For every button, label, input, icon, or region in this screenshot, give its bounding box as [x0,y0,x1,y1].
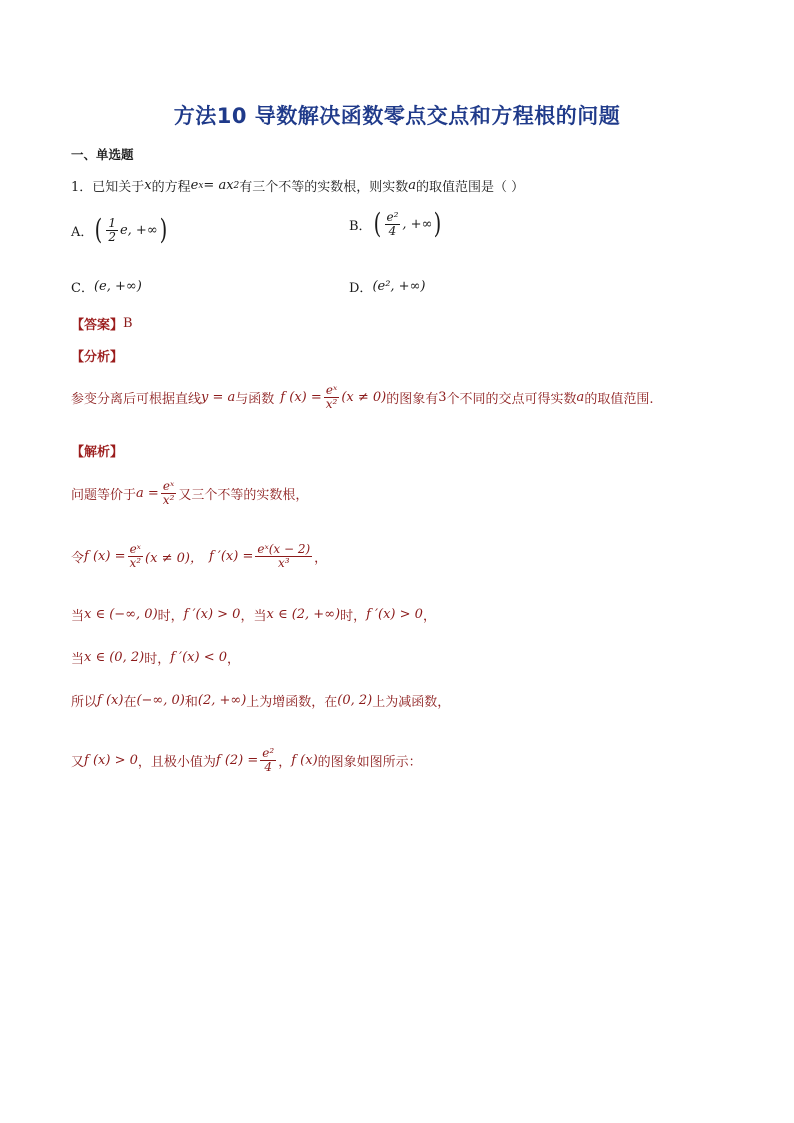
s2-den2: x³ [277,555,290,570]
question-text [71,176,524,195]
page-title: 方法10 导数解决函数零点交点和方程根的问题 [173,104,621,128]
analysis-text [71,384,653,410]
s3-t3: ，当 [240,609,267,624]
s6-c: f (x) > 0 [84,752,138,768]
s5-i2: (2, +∞) [197,693,247,708]
s2-f: f (x) = [84,548,126,564]
s1-fraction [161,480,177,506]
s2-num: eˣ [129,542,141,556]
option-b-rest: , +∞ [402,216,433,232]
solution-line-4 [71,648,240,667]
option-a [71,213,169,246]
option-d [349,277,425,296]
s1-t1: 问题等价于 [71,487,137,503]
solution-tag: 【解析】 [71,445,124,460]
s4-c: f ′(x) < 0 [170,650,228,665]
s5-t2: 在 [123,695,137,710]
analysis-t2: 与函数 [235,391,275,407]
q-eq-rhs: = ax [203,178,234,193]
s2-t1: 令 [71,550,85,566]
option-a-label: A． [71,224,94,240]
paren-close: ) [434,207,442,240]
q-mid1: 的方程 [151,180,191,195]
option-b-label: B． [349,218,372,234]
analysis-den: x² [325,396,338,411]
s6-f: f (x) [291,752,318,768]
s1-den: x² [162,492,175,507]
s5-i3: (0, 2) [337,693,373,708]
solution-line-2 [71,543,327,569]
solution-line-6 [71,747,422,773]
answer-tag: 【答案】 [71,318,124,333]
s4-t2: 时， [144,652,171,667]
paren-close: ) [159,213,167,246]
s5-i1: (−∞, 0) [136,693,185,708]
s4-end: ， [227,652,241,667]
option-b [349,207,443,240]
option-a-num: 1 [108,215,116,230]
s2-den: x² [129,555,142,570]
s2-cond: (x ≠ 0)， [145,550,203,566]
analysis-cond: (x ≠ 0) [341,389,387,405]
s5-t5: 上为减函数， [372,695,451,710]
analysis-var-a: a [576,389,585,405]
s6-t1: 又 [71,754,85,770]
s2-end: ， [314,550,328,566]
s3-c1: f ′(x) > 0 [183,607,241,622]
s3-t1: 当 [71,609,85,624]
solution-line-3 [71,605,436,624]
option-a-fraction [106,217,118,243]
analysis-t4: 个不同的交点可得实数 [446,391,577,407]
answer-line [71,314,133,333]
option-b-den: 4 [388,223,397,238]
analysis-line-eq: y = a [201,389,236,405]
q-eq-rhs-exp: 2 [233,180,240,191]
analysis-fraction [324,384,340,410]
answer-value: B [123,316,133,331]
s6-den: 4 [264,759,273,774]
analysis-tag: 【分析】 [71,350,124,365]
s6-t2: ，且极小值为 [137,754,216,770]
q-eq-base: e [190,178,199,193]
s6-t4: 的图象如图所示： [317,754,422,770]
s3-c2: f ′(x) > 0 [366,607,423,622]
analysis-num: eˣ [325,383,338,397]
option-a-den: 2 [108,229,116,244]
analysis-three: 3 [438,389,447,405]
s6-num: e² [262,746,275,760]
s2-fraction-2 [255,543,312,569]
s4-t1: 当 [71,652,85,667]
s2-fp: f ′(x) = [208,548,254,564]
q-eq-exp: x [198,180,204,191]
section-heading: 一、单选题 [71,147,134,162]
q-mid2: 有三个不等的实数根，则实数 [239,180,409,195]
paren-open: ( [95,213,103,246]
option-c-expr: (e, +∞) [93,279,142,294]
s5-t1: 所以 [71,695,98,710]
s6-fraction [260,747,276,773]
s3-r2: x ∈ (2, +∞) [266,607,341,622]
s1-t2: 又三个不等的实数根， [178,487,309,503]
q-suffix: 的取值范围是（ ） [416,180,525,195]
s3-t2: 时， [157,609,184,624]
option-b-num: e² [386,209,399,224]
s3-end: ， [422,609,436,624]
option-d-label: D． [349,281,373,296]
solution-line-1 [71,480,308,506]
option-a-rest: e, +∞ [119,222,158,238]
analysis-t5: 的取值范围. [584,391,654,407]
s5-t3: 和 [184,695,198,710]
s3-t4: 时， [340,609,367,624]
s6-f2: f (2) = [215,752,259,768]
option-c [71,277,142,296]
s6-t3: ， [278,754,292,770]
analysis-fx: f (x) = [280,389,322,405]
s5-f: f (x) [97,693,124,708]
s2-num2: eˣ(x − 2) [257,542,311,556]
analysis-heading [71,346,123,365]
q-prefix: 1．已知关于 [71,180,145,195]
s5-t4: 上为增函数，在 [246,695,338,710]
option-c-label: C． [71,281,94,296]
option-b-fraction [385,211,401,237]
paren-open: ( [373,207,381,240]
s3-r1: x ∈ (−∞, 0) [84,607,158,622]
q-var-a: a [408,178,417,193]
analysis-t1: 参变分离后可根据直线 [71,391,202,407]
q-var-x: x [144,178,152,193]
solution-heading [71,441,123,460]
s1-num: eˣ [162,479,175,493]
analysis-t3: 的图象有 [386,391,439,407]
option-d-expr: (e², +∞) [372,279,426,294]
s2-fraction [127,543,143,569]
s1-a: a = [136,485,159,501]
solution-line-5 [71,691,450,710]
s4-r: x ∈ (0, 2) [84,650,145,665]
